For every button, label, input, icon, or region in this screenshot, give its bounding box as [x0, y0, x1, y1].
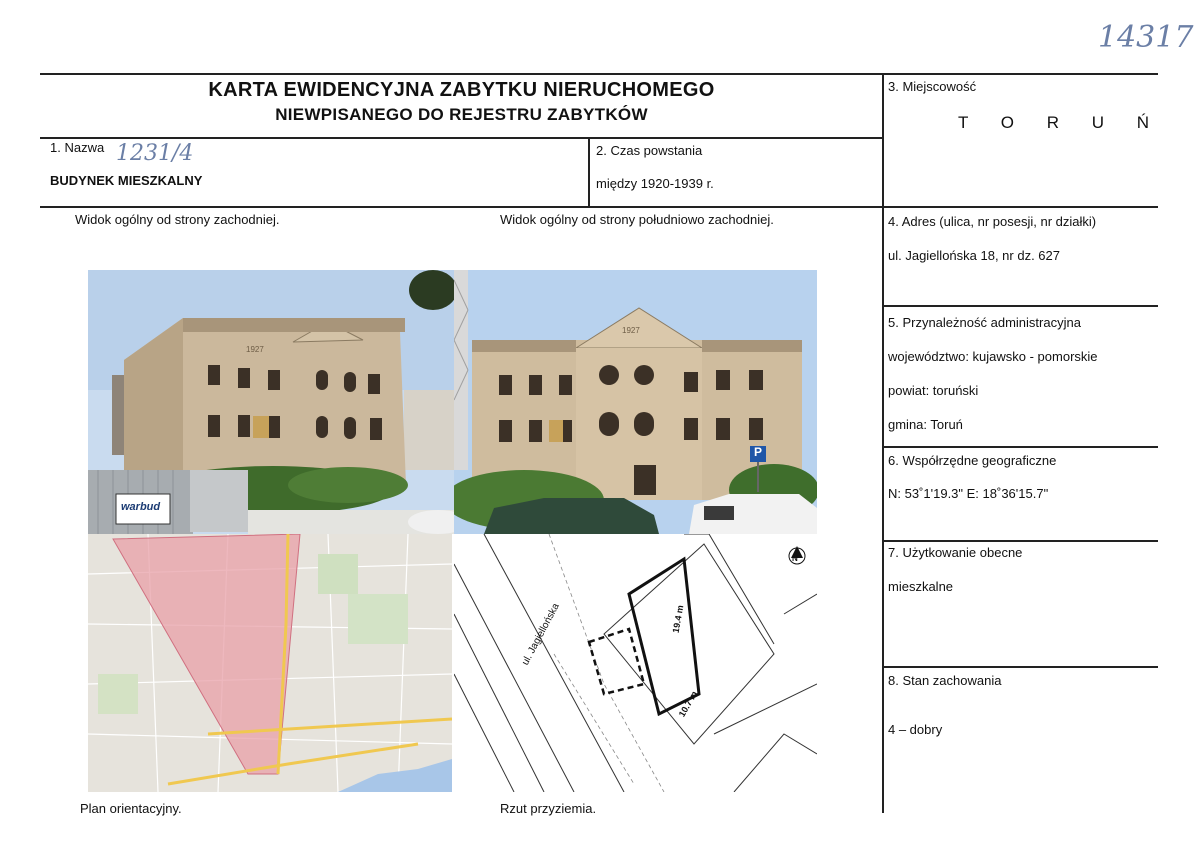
- warbud-logo: warbud: [121, 501, 161, 513]
- photo-west-view: [88, 270, 454, 534]
- photo-southwest-view: [454, 270, 817, 534]
- north-arrow-icon: N: [792, 554, 798, 563]
- fields-bottom-line: [40, 206, 1158, 208]
- top-border: [40, 73, 1158, 75]
- caption-plan: Plan orientacyjny.: [80, 801, 182, 816]
- line-after-usage: [883, 666, 1158, 668]
- dimension-19-4: 19.4 m: [670, 604, 686, 634]
- caption-view-west: Widok ogólny od strony zachodniej.: [75, 212, 280, 227]
- date-label: 2. Czas powstania: [596, 143, 703, 158]
- name-label: 1. Nazwa: [50, 140, 105, 155]
- street-label: ul. Jagiellońska: [520, 601, 562, 668]
- voivodeship-value: województwo: kujawsko - pomorskie: [888, 349, 1098, 364]
- condition-value: 4 – dobry: [888, 722, 943, 737]
- coords-label: 6. Współrzędne geograficzne: [888, 453, 1057, 468]
- header-bottom-line: [40, 137, 883, 139]
- caption-view-southwest: Widok ogólny od strony południowo zachodniej.: [500, 212, 774, 227]
- line-after-address: [883, 305, 1158, 307]
- name-handwritten-number: 1231/4: [116, 141, 194, 166]
- usage-label: 7. Użytkowanie obecne: [888, 545, 1023, 560]
- caption-ground-plan: Rzut przyziemia.: [500, 801, 597, 816]
- orientation-map: [88, 534, 452, 792]
- ground-plan-drawing: [454, 534, 817, 792]
- commune-value: gmina: Toruń: [888, 417, 963, 432]
- building-year-southwest: 1927: [622, 326, 640, 335]
- county-value: powiat: toruński: [888, 383, 979, 398]
- date-value: między 1920-1939 r.: [596, 176, 714, 191]
- card-subtitle: NIEWPISANEGO DO REJESTRU ZABYTKÓW: [275, 105, 648, 124]
- parking-sign: P: [754, 445, 763, 459]
- card-title: KARTA EWIDENCYJNA ZABYTKU NIERUCHOMEGO: [208, 79, 715, 101]
- line-after-coords: [883, 540, 1158, 542]
- line-after-admin: [883, 446, 1158, 448]
- locality-label: 3. Miejscowość: [888, 79, 977, 94]
- locality-value: T O R U Ń: [958, 113, 1164, 132]
- name-value: BUDYNEK MIESZKALNY: [50, 173, 203, 188]
- dimension-10-7: 10.7 m: [676, 689, 700, 719]
- name-date-divider: [588, 137, 590, 207]
- document-number: 14317: [1098, 20, 1194, 55]
- admin-label: 5. Przynależność administracyjna: [888, 315, 1081, 330]
- coords-value: N: 53˚1'19.3" E: 18˚36'15.7": [888, 486, 1049, 501]
- address-label: 4. Adres (ulica, nr posesji, nr działki): [888, 214, 1097, 229]
- condition-label: 8. Stan zachowania: [888, 673, 1002, 688]
- usage-value: mieszkalne: [888, 579, 954, 594]
- building-year-west: 1927: [246, 345, 264, 354]
- address-value: ul. Jagiellońska 18, nr dz. 627: [888, 248, 1060, 263]
- right-column-divider: [882, 73, 884, 813]
